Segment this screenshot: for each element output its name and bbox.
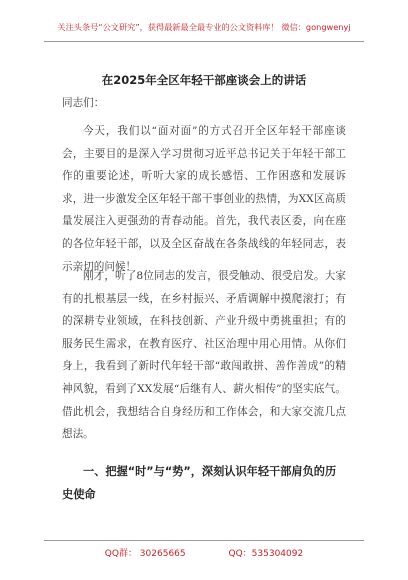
page-footer	[44, 546, 364, 559]
footer-qq: QQ：535304092	[228, 549, 304, 559]
body-paragraph-2: 刚才，听了8位同志的发言，很受触动、很受启发。大家有的扎根基层一线，在乡村振兴、矛盾调解中摸爬滚打；有的深耕专业领域，在科技创新、产业升级中勇挑重担；有的服务民生需求，在教育医疗、社区治理中用心用情。从你们身上，我看到了新时代年轻干部“敢闯敢拼、善作善成”的精神风貌，看到了XX发展“后继有人、薪火相传”的坚实底气。借此机会，我想结合自身经历和工作体会，和大家交流几点想法。	[62, 270, 346, 441]
footer-divider	[44, 540, 364, 541]
page-header: 关注头条号“公文研究”，获得最新最全最专业的公文资料库！ 微信：gongwenyj	[57, 22, 351, 32]
header-divider	[44, 41, 364, 42]
section-heading: 一、把握“时”与“势”，深刻认识年轻干部肩负的历史使命	[62, 465, 337, 501]
footer-qq-group: QQ群： 30265665	[104, 549, 186, 559]
document-title: 在2025年全区年轻干部座谈会上的讲话	[101, 73, 307, 87]
salutation: 同志们：	[62, 97, 105, 109]
body-paragraph-1: 今天，我们以“面对面”的方式召开全区年轻干部座谈会，主要目的是深入学习贯彻习近平总书记关于年轻干部工作的重要论述，听听大家的成长感悟、工作困惑和发展诉求，进一步激发全区年轻干部干事创业的热情，为XX区高质量发展注入更强劲的青春动能。首先，我代表区委，向在座的各位年轻干部，以及全区奋战在各条战线的年轻同志，表示亲切的问候！	[62, 125, 346, 273]
